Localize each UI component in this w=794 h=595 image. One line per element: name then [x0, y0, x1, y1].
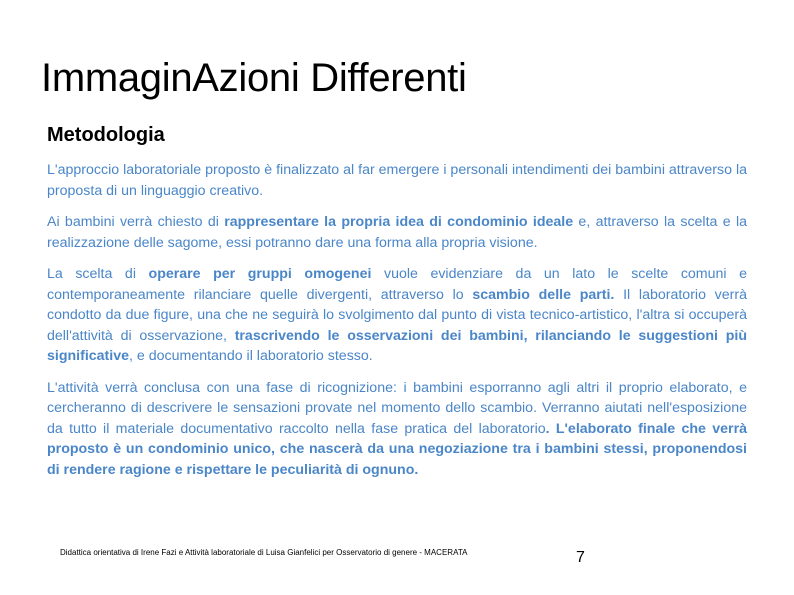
body-paragraph	[47, 378, 747, 481]
slide-body	[47, 160, 747, 491]
paragraph-text: e, attraverso la scelta e la realizzazione delle sagome, essi potranno dare una forma alla propria visione.	[47, 214, 747, 251]
footer-credits: Didattica orientativa di Irene Fazi e Attività laboratoriale di Luisa Gianfelici per Osservatorio di genere - MACERATA	[60, 548, 468, 557]
slide-title: ImmaginAzioni Differenti	[41, 56, 467, 100]
body-paragraph	[47, 264, 747, 367]
emphasis-text: trascrivendo le osservazioni dei bambini, rilanciando le suggestioni più significative	[47, 327, 748, 364]
paragraph-text: La scelta di	[47, 266, 149, 282]
body-paragraph	[47, 212, 747, 253]
emphasis-text: scambio delle parti.	[472, 286, 615, 303]
section-heading: Metodologia	[47, 124, 165, 146]
paragraph-text: , e documentando il laboratorio stesso.	[129, 348, 373, 364]
paragraph-text: vuole evidenziare da un lato le scelte comuni e contemporaneamente rilanciare quelle divergenti, attraverso lo	[47, 266, 747, 303]
paragraph-text: L'approccio laboratoriale proposto è finalizzato al far emergere i personali intendimenti dei bambini attraverso la proposta di un linguaggio creativo.	[47, 162, 747, 199]
paragraph-text: Ai bambini verrà chiesto di	[47, 214, 225, 230]
paragraph-text: Il laboratorio verrà condotto da due figure, una che ne seguirà lo svolgimento dal punto di vista tecnico-artistico, l'altra si occuperà dell'attività di osservazione,	[47, 286, 748, 344]
emphasis-text: operare per gruppi omogenei	[148, 266, 372, 282]
paragraph-text: L'attività verrà conclusa con una fase di ricognizione: i bambini esporranno agli altri il proprio elaborato, e cercheranno di descrivere le sensazioni provate nel momento dello scambio. Verranno aiutati nell'esposizione da tutto il materiale documentativo raccolto nella fase pratica del laboratorio	[47, 379, 747, 437]
page-number: 7	[576, 549, 585, 566]
emphasis-text: . L'elaborato finale che verrà proposto è un condominio unico, che nascerà da una negoziazione tra i bambini stessi, proponendosi di rendere ragione e rispettare le peculiarità di ognuno.	[47, 420, 747, 478]
body-paragraph	[47, 160, 747, 201]
emphasis-text: rappresentare la propria idea di condominio ideale	[224, 214, 574, 230]
